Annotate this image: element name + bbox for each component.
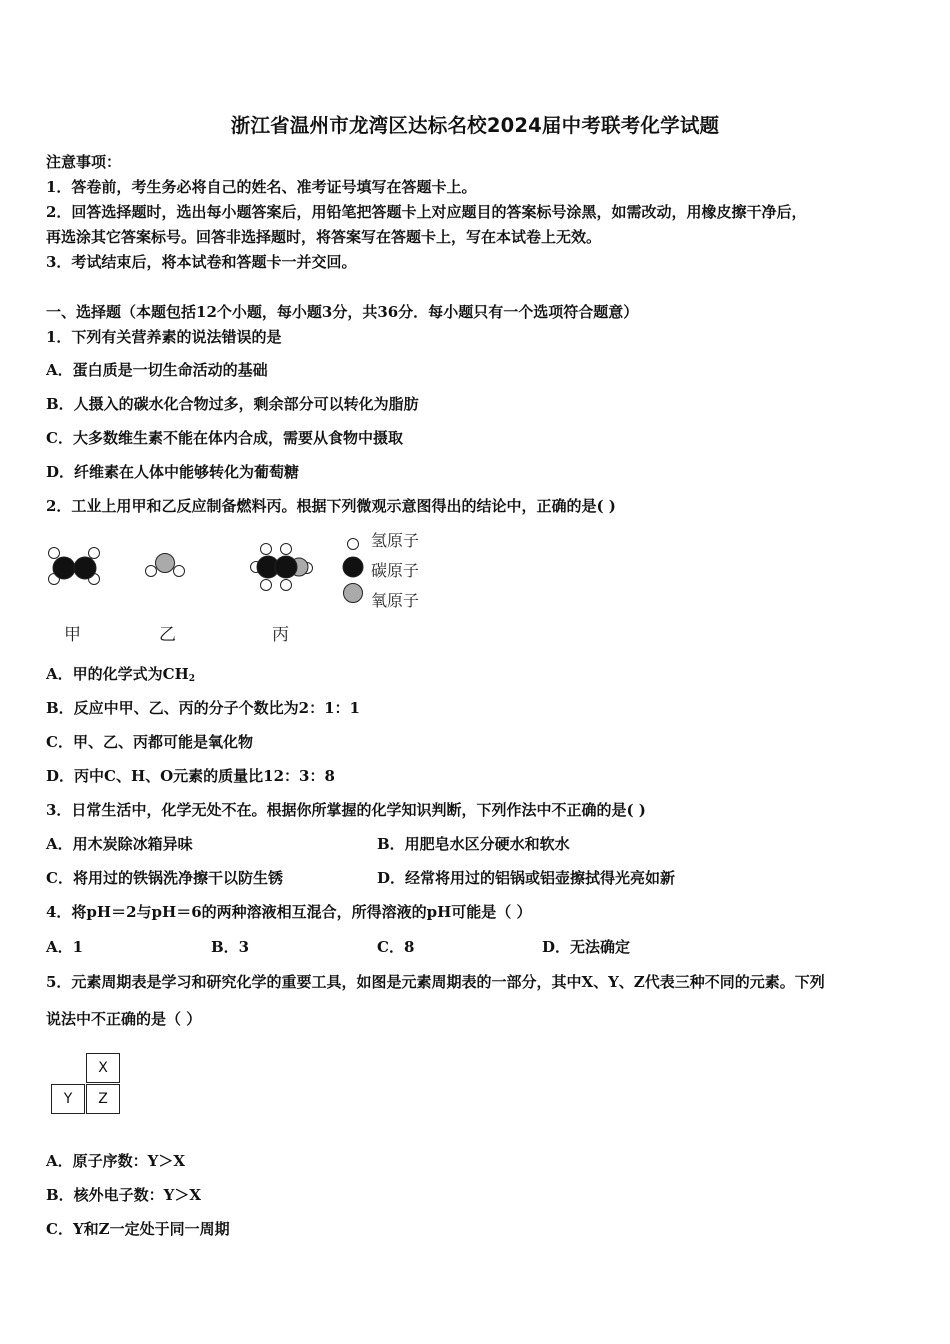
legend-hydrogen-symbol xyxy=(348,539,359,550)
q2-option-c: C．甲、乙、丙都可能是氧化物 xyxy=(46,733,253,751)
q4-stem: 4．将pH＝2与pH＝6的两种溶液相互混合，所得溶液的pH可能是（ ） xyxy=(46,903,532,921)
q2-option-b: B．反应中甲、乙、丙的分子个数比为2：1：1 xyxy=(46,699,360,717)
molecule-jia xyxy=(49,548,100,585)
q1-option-a: A．蛋白质是一切生命活动的基础 xyxy=(46,361,268,379)
q5-option-a: A．原子序数：Y＞X xyxy=(46,1152,185,1170)
q5-option-c: C．Y和Z一定处于同一周期 xyxy=(46,1220,230,1238)
cell-y: Y xyxy=(51,1084,85,1114)
legend-carbon-label: 碳原子 xyxy=(371,561,420,580)
exam-title: 浙江省温州市龙湾区达标名校2024届中考联考化学试题 xyxy=(230,114,720,137)
q3-option-a: A．用木炭除冰箱异味 xyxy=(46,835,193,853)
q3-stem: 3．日常生活中，化学无处不在。根据你所掌握的化学知识判断，下列作法中不正确的是( ) xyxy=(46,801,646,819)
q2-option-a-text: A．甲的化学式为CH xyxy=(46,665,189,683)
q4-option-d: D．无法确定 xyxy=(542,938,631,956)
q2-option-a-subscript: 2 xyxy=(188,674,196,684)
legend-oxygen-label: 氧原子 xyxy=(371,591,420,610)
q4-option-c: C．8 xyxy=(377,938,415,956)
legend-symbols xyxy=(343,539,363,603)
legend-hydrogen-label: 氢原子 xyxy=(371,531,420,550)
q1-option-d: D．纤维素在人体中能够转化为葡萄糖 xyxy=(46,463,300,481)
q1-option-c: C．大多数维生素不能在体内合成，需要从食物中摄取 xyxy=(46,429,403,447)
notice-item-2-cont: 再选涂其它答案标号。回答非选择题时，将答案写在答题卡上，写在本试卷上无效。 xyxy=(46,228,602,246)
molecule-bing xyxy=(251,544,313,591)
legend-oxygen-symbol xyxy=(344,584,363,603)
q5-stem-cont: 说法中不正确的是（ ） xyxy=(46,1010,202,1028)
q5-option-b: B．核外电子数：Y＞X xyxy=(46,1186,202,1204)
q1-stem: 1．下列有关营养素的说法错误的是 xyxy=(46,328,282,346)
notice-heading: 注意事项： xyxy=(46,153,122,171)
notice-item-1: 1．答卷前，考生务必将自己的姓名、准考证号填写在答题卡上。 xyxy=(46,178,477,196)
q4-option-a: A．1 xyxy=(46,938,84,956)
label-yi: 乙 xyxy=(159,625,176,645)
q2-option-d: D．丙中C、H、O元素的质量比12：3：8 xyxy=(46,767,335,785)
label-bing: 丙 xyxy=(272,625,289,645)
legend-carbon-symbol xyxy=(343,557,363,577)
section-heading: 一、选择题（本题包括12个小题，每小题3分，共36分．每小题只有一个选项符合题意） xyxy=(46,303,639,321)
label-jia: 甲 xyxy=(64,625,81,645)
notice-item-2: 2．回答选择题时，选出每小题答案后，用铅笔把答题卡上对应题目的答案标号涂黑，如需改动，用橡皮擦干净后， xyxy=(46,203,807,221)
q3-option-b: B．用肥皂水区分硬水和软水 xyxy=(377,835,570,853)
molecule-yi xyxy=(146,554,185,577)
q2-option-a xyxy=(46,664,195,689)
q3-option-c: C．将用过的铁锅洗净擦干以防生锈 xyxy=(46,869,283,887)
q2-stem: 2．工业上用甲和乙反应制备燃料丙。根据下列微观示意图得出的结论中，正确的是( ) xyxy=(46,497,616,515)
q5-stem: 5．元素周期表是学习和研究化学的重要工具，如图是元素周期表的一部分，其中X、Y、Z代表三种不同的元素。下列 xyxy=(46,973,825,991)
cell-z: Z xyxy=(86,1084,120,1114)
q3-option-d: D．经常将用过的铝锅或铝壶擦拭得光亮如新 xyxy=(377,869,676,887)
notice-item-3: 3．考试结束后，将本试卷和答题卡一并交回。 xyxy=(46,253,357,271)
q4-option-b: B．3 xyxy=(211,938,250,956)
q1-option-b: B．人摄入的碳水化合物过多，剩余部分可以转化为脂肪 xyxy=(46,395,419,413)
cell-x: X xyxy=(86,1053,120,1083)
